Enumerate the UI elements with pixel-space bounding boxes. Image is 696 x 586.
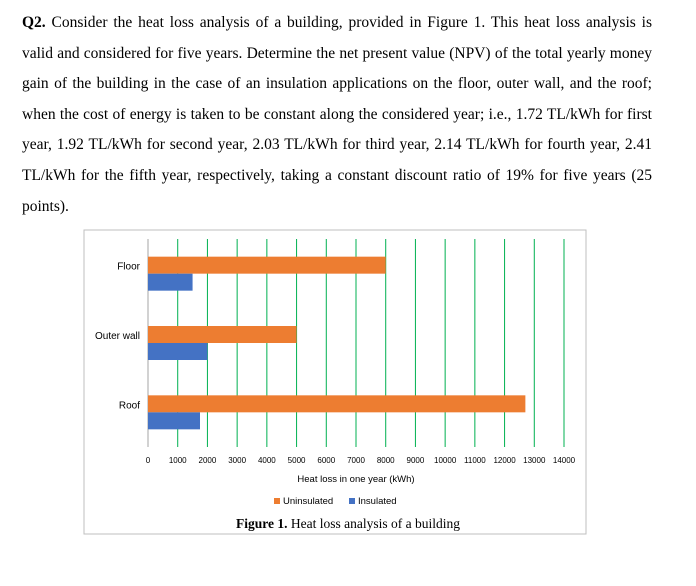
x-tick-label: 1000 — [168, 456, 187, 465]
question-label: Q2. — [22, 14, 46, 31]
x-tick-label: 14000 — [552, 456, 576, 465]
legend-swatch-insulated — [349, 498, 355, 504]
legend-label-insulated: Insulated — [358, 496, 397, 507]
question-body: Consider the heat loss analysis of a building, provided in Figure 1. This heat loss analysis is valid and considered for five years. Determine the net present value (NPV) of the total yearly money gain of the building in the case of an insulation applications on the floor, outer wall, and the roof; when the cost of energy is taken to be constant along the considered year; i.e., 1.72 TL/kWh for first year, 1.92 TL/kWh for second year, 2.03 TL/kWh for third year, 2.14 TL/kWh for fourth year, 2.41 TL/kWh for the fifth year, respectively, taking a constant discount ratio of 19% for five years (25 points). — [22, 14, 652, 215]
legend-swatch-uninsulated — [274, 498, 280, 504]
x-tick-label: 8000 — [376, 456, 395, 465]
x-tick-label: 0 — [145, 456, 151, 465]
x-tick-label: 4000 — [257, 456, 276, 465]
x-tick-label: 9000 — [406, 456, 425, 465]
x-tick-label: 6000 — [317, 456, 336, 465]
category-label: Roof — [118, 400, 140, 412]
x-tick-label: 11000 — [464, 456, 486, 465]
legend-label-uninsulated: Uninsulated — [283, 496, 334, 507]
x-tick-label: 5000 — [287, 456, 306, 465]
bar-insulated-roof — [148, 412, 200, 429]
x-tick-label: 7000 — [347, 456, 365, 465]
bar-uninsulated-roof — [148, 395, 525, 412]
x-tick-label: 10000 — [434, 456, 457, 465]
bar-insulated-floor — [148, 274, 193, 291]
figure-caption — [0, 516, 696, 532]
bar-uninsulated-floor — [148, 257, 386, 274]
category-label: Floor — [117, 261, 140, 273]
category-label: Outer wall — [94, 331, 140, 342]
x-tick-label: 13000 — [523, 456, 546, 465]
x-tick-label: 12000 — [493, 456, 516, 465]
x-axis-title: Heat loss in one year (kWh) — [297, 474, 415, 485]
figure-caption-label: Figure 1. — [236, 516, 288, 531]
figure-caption-text: Heat loss analysis of a building — [287, 516, 460, 531]
bar-insulated-outer-wall — [148, 343, 207, 360]
x-tick-label: 2000 — [198, 456, 217, 465]
x-tick-label: 3000 — [228, 456, 247, 465]
bar-uninsulated-outer-wall — [148, 326, 297, 343]
